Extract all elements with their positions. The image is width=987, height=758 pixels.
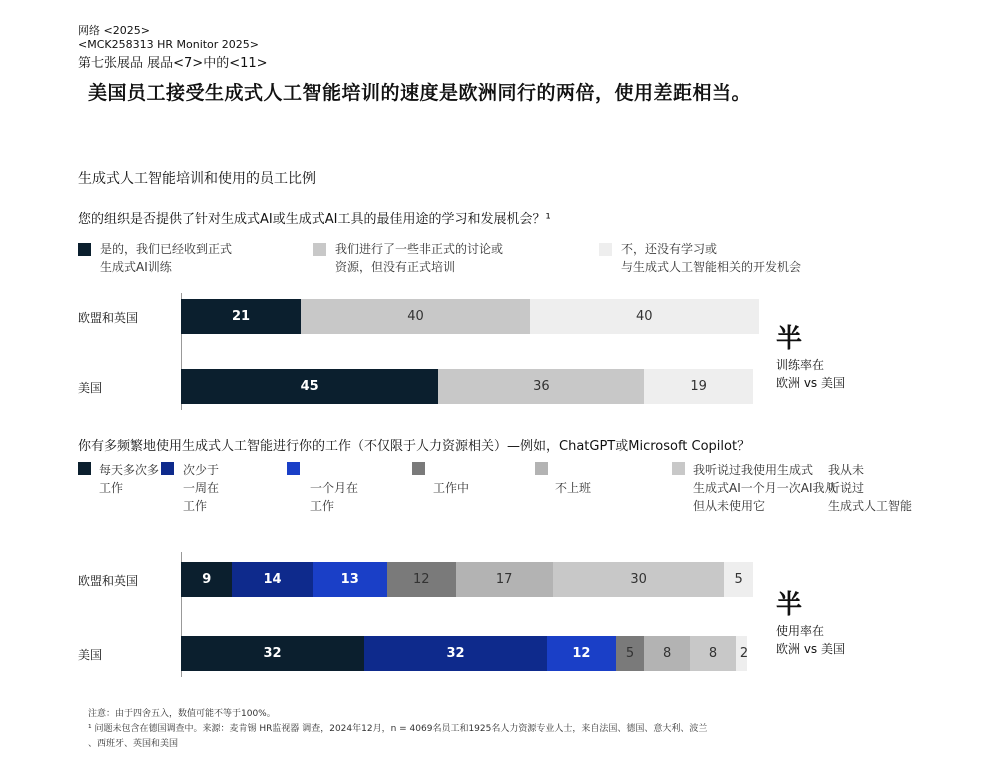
chart2-side-line-1: 使用率在 — [776, 624, 825, 638]
chart2-legend-swatch — [161, 462, 174, 475]
chart2-data-label: 5 — [734, 572, 743, 587]
chart1-segment — [530, 299, 759, 334]
chart1-segment — [181, 369, 438, 404]
chart1-legend-line: 我们进行了一些非正式的讨论或 — [335, 242, 504, 256]
chart1-legend-line: 生成式AI训练 — [100, 260, 172, 274]
chart2-row-label: 美国 — [78, 648, 103, 662]
chart2-segment — [547, 636, 616, 671]
chart2-legend-line: 一个月在 — [310, 481, 359, 495]
chart2-question: 你有多频繁地使用生成式人工智能进行你的工作（不仅限于人力资源相关）—例如，ChatGPT或Microsoft Copilot？ — [78, 439, 751, 454]
chart2-segment — [456, 562, 553, 597]
chart2-legend-line: 每天多次多 — [99, 463, 160, 477]
chart2-data-label: 12 — [572, 646, 591, 661]
chart2-segment — [616, 636, 645, 671]
chart2-segment — [232, 562, 312, 597]
chart1-data-label: 40 — [407, 309, 424, 324]
chart2-legend-label — [433, 479, 469, 497]
chart2-bar-row — [181, 636, 753, 671]
chart2-side-line-2: 欧洲 vs 美国 — [776, 642, 845, 656]
chart2-legend-line: 不上班 — [555, 481, 592, 495]
chart1-side-text — [776, 356, 845, 392]
chart2-segment — [181, 562, 232, 597]
page-title: 美国员工接受生成式人工智能培训的速度是欧洲同行的两倍，使用差距相当。 — [88, 82, 752, 104]
chart2-data-label: 32 — [446, 646, 465, 661]
chart2-legend-line: 工作 — [310, 499, 335, 513]
chart1-row-label: 欧盟和英国 — [78, 311, 139, 325]
chart2-data-label: 2 — [739, 646, 749, 661]
chart2-bar-row — [181, 562, 753, 597]
chart1-data-label: 45 — [300, 379, 319, 394]
footnote-line-2: ¹ 问题未包含在德国调查中。来源：麦肯锡 HR监视器 调查，2024年12月，n = 4069名员工和1925名人力资源专业人士，来自法国、德国、意大利、波兰 — [88, 724, 708, 734]
chart1-legend-label — [621, 240, 801, 276]
chart2-data-label: 30 — [630, 572, 647, 587]
chart1-segment — [181, 299, 301, 334]
chart1-legend-line: 与生成式人工智能相关的开发机会 — [621, 260, 802, 274]
chart2-legend-label — [693, 461, 837, 515]
chart1-data-label: 40 — [636, 309, 653, 324]
chart2-legend-line: 一周在 — [183, 481, 220, 495]
chart2-legend-line: 生成式人工智能 — [828, 499, 913, 513]
chart1-question: 您的组织是否提供了针对生成式AI或生成式AI工具的最佳用途的学习和发展机会？¹ — [78, 212, 551, 227]
chart1-legend-swatch — [599, 243, 612, 256]
chart2-legend-swatch — [78, 462, 91, 475]
chart2-data-label: 5 — [625, 646, 635, 661]
chart1-side-big: 半 — [776, 324, 803, 354]
chart2-legend-label — [310, 479, 358, 515]
chart2-side-big: 半 — [776, 590, 803, 620]
chart2-data-label: 12 — [412, 572, 430, 587]
chart2-legend-label — [828, 461, 912, 515]
header-line-2: <MCK258313 HR Monitor 2025> — [78, 38, 260, 51]
chart2-legend-line: 工作中 — [433, 481, 470, 495]
chart2-data-label: 9 — [202, 572, 212, 587]
chart2-legend-line: 生成式AI一个月一次AI我从 — [693, 481, 837, 495]
chart2-data-label: 8 — [708, 646, 718, 661]
chart1-segment — [301, 299, 530, 334]
chart1-data-label: 36 — [533, 379, 550, 394]
chart2-data-label: 32 — [263, 646, 282, 661]
chart1-segment — [644, 369, 753, 404]
chart1-legend-swatch — [78, 243, 91, 256]
chart2-segment — [553, 562, 725, 597]
chart1-segment — [438, 369, 644, 404]
chart1-side-line-1: 训练率在 — [776, 358, 825, 372]
chart2-data-label: 8 — [663, 646, 672, 661]
chart2-legend-label — [99, 461, 159, 497]
chart1-bar-row — [181, 369, 753, 404]
chart2-segment — [736, 636, 747, 671]
chart2-legend-line: 工作 — [183, 499, 208, 513]
chart2-segment — [364, 636, 547, 671]
chart2-legend-label — [555, 479, 591, 497]
chart2-segment — [387, 562, 456, 597]
exhibit-label: 第七张展品 展品<7>中的<11> — [78, 56, 268, 71]
footnote-line-1: 注意：由于四舍五入，数值可能不等于100%。 — [88, 709, 276, 719]
chart2-legend-line: 听说过 — [828, 481, 865, 495]
chart1-legend-label — [335, 240, 503, 276]
chart2-row-label: 欧盟和英国 — [78, 574, 139, 588]
chart1-bar-row — [181, 299, 753, 334]
chart2-legend-line: 我听说过我使用生成式 — [693, 463, 814, 477]
chart2-side-text — [776, 622, 845, 658]
chart-subtitle: 生成式人工智能培训和使用的员工比例 — [78, 171, 316, 187]
chart1-row-label: 美国 — [78, 381, 103, 395]
chart1-legend-swatch — [313, 243, 326, 256]
chart1-side-line-2: 欧洲 vs 美国 — [776, 376, 845, 390]
chart2-segment — [181, 636, 364, 671]
chart1-legend-label — [100, 240, 232, 276]
chart2-segment — [644, 636, 690, 671]
chart2-legend-swatch — [672, 462, 685, 475]
chart1-legend-line: 不，还没有学习或 — [621, 242, 718, 256]
chart1-legend-line: 资源，但没有正式培训 — [335, 260, 456, 274]
chart1-data-label: 19 — [690, 379, 707, 394]
chart2-segment — [724, 562, 753, 597]
chart2-data-label: 13 — [340, 572, 359, 587]
chart2-segment — [313, 562, 387, 597]
chart2-legend-line: 工作 — [99, 481, 124, 495]
footnote-line-3: 、西班牙、英国和美国 — [88, 739, 179, 749]
chart2-legend-swatch — [287, 462, 300, 475]
chart2-data-label: 14 — [263, 572, 282, 587]
chart2-legend-swatch — [412, 462, 425, 475]
chart2-legend-line: 我从未 — [828, 463, 865, 477]
chart2-legend-line: 次少于 — [183, 463, 220, 477]
chart2-segment — [690, 636, 736, 671]
chart1-legend-line: 是的，我们已经收到正式 — [100, 242, 233, 256]
chart2-legend-line: 但从未使用它 — [693, 499, 766, 513]
header-line-1: 网络 <2025> — [78, 24, 150, 37]
chart2-data-label: 17 — [495, 572, 513, 587]
chart1-data-label: 21 — [232, 309, 251, 324]
chart2-legend-label — [183, 461, 219, 515]
chart2-legend-swatch — [535, 462, 548, 475]
